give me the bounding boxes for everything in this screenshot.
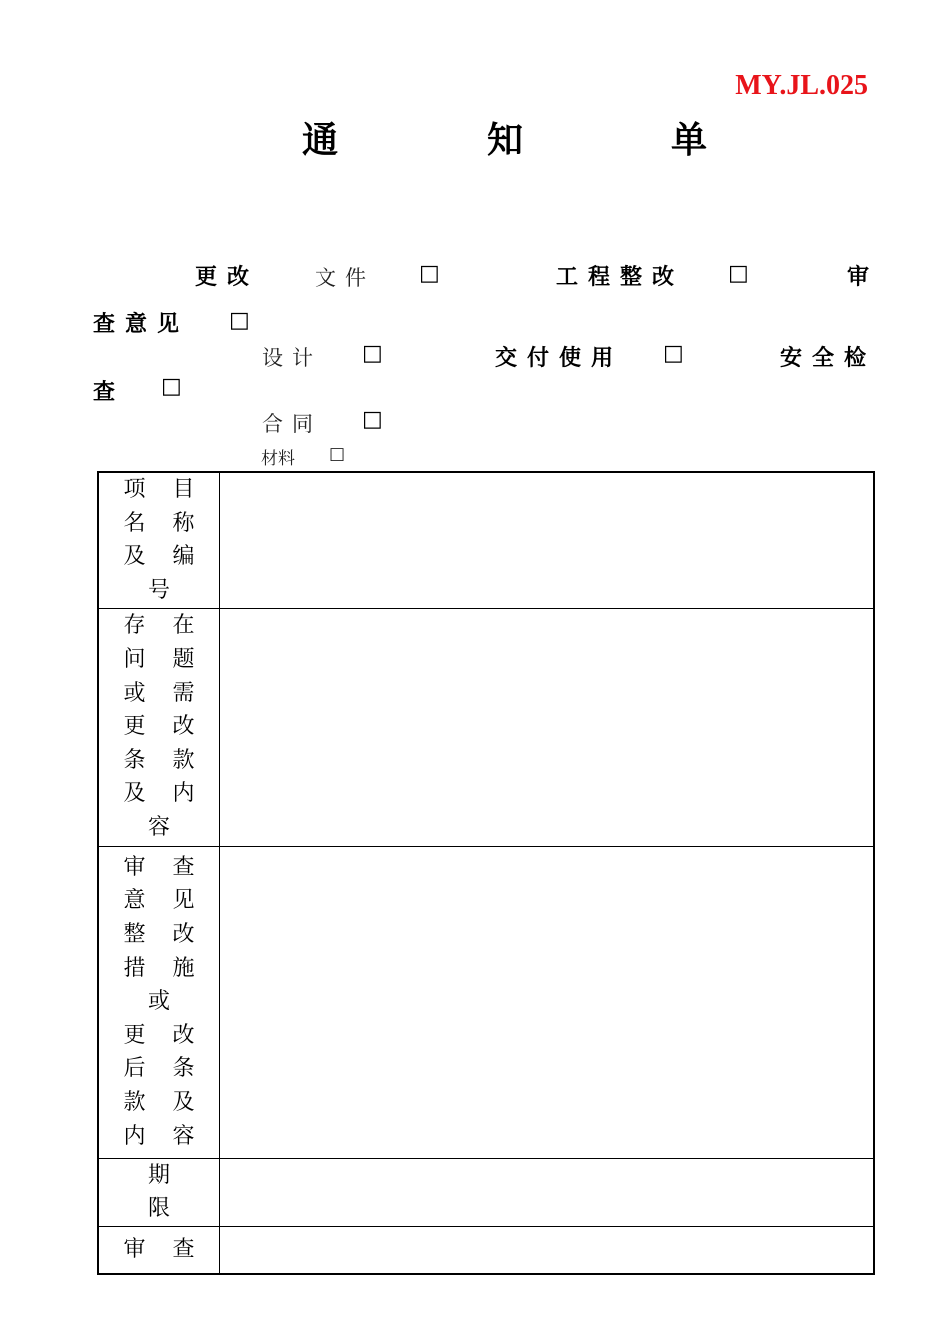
- label-line: 问 题: [123, 647, 205, 673]
- row-label-deadline: [98, 1158, 220, 1226]
- sheji-checkbox[interactable]: □: [362, 341, 383, 366]
- wenjian-label: 文件: [315, 266, 375, 290]
- title-char-1: 通: [302, 119, 339, 161]
- label-line: 条 款: [123, 747, 205, 773]
- table-row-review: [98, 846, 874, 1158]
- cailiao-checkbox[interactable]: □: [329, 444, 346, 464]
- label-line: 项 目: [123, 477, 205, 503]
- table-row-issues: [98, 608, 874, 846]
- label-line: 审 查: [123, 1237, 205, 1263]
- title-char-3: 单: [671, 119, 708, 161]
- notice-form-table: [97, 471, 875, 1275]
- anquan-jiancha-label-part1: 安全检: [780, 346, 877, 371]
- row-label-review-measures: [98, 846, 220, 1158]
- table-row-deadline: [98, 1158, 874, 1226]
- review-measures-field[interactable]: [220, 846, 875, 1158]
- label-line: 存 在: [123, 613, 205, 639]
- label-line: 及 编: [123, 544, 205, 570]
- reviewer-field[interactable]: [220, 1226, 875, 1274]
- label-line: 措 施: [123, 955, 205, 981]
- anquan-jiancha-label-part2: 查: [93, 380, 126, 405]
- label-line: 意 见: [123, 888, 205, 914]
- label-line: 审 查: [123, 854, 205, 880]
- label-line: 及 内: [123, 781, 205, 807]
- label-line: 更 改: [123, 714, 205, 740]
- gongcheng-zhenggai-label: 工程整改: [556, 265, 685, 290]
- jiaofu-shiyong-checkbox[interactable]: □: [663, 341, 684, 366]
- label-line: 号: [147, 577, 180, 603]
- label-line: 限: [147, 1196, 180, 1222]
- table-row-project: [98, 472, 874, 608]
- anquan-jiancha-checkbox[interactable]: □: [161, 374, 182, 399]
- row-label-issues: [98, 608, 220, 846]
- shencha-yijian-label-part2: 查意见: [93, 312, 190, 337]
- table-row-reviewer: [98, 1226, 874, 1274]
- document-code: MY.JL.025: [735, 70, 868, 101]
- label-line: 更 改: [123, 1022, 205, 1048]
- title-char-2: 知: [487, 119, 524, 161]
- label-line: 或 需: [123, 680, 205, 706]
- shencha-yijian-label-part1: 审: [847, 265, 880, 290]
- hetong-label: 合同: [262, 412, 322, 436]
- gongcheng-zhenggai-checkbox[interactable]: □: [728, 261, 749, 286]
- label-line: 整 改: [123, 922, 205, 948]
- project-name-field[interactable]: [220, 472, 875, 608]
- cailiao-label: 材料: [261, 449, 295, 469]
- label-line: 内 容: [123, 1123, 205, 1149]
- hetong-checkbox[interactable]: □: [362, 407, 383, 432]
- label-line: 名 称: [123, 510, 205, 536]
- label-line: 容: [147, 814, 180, 840]
- row-label-project-name: [98, 472, 220, 608]
- sheji-label: 设计: [262, 346, 322, 370]
- label-line: 或: [147, 989, 180, 1015]
- wenjian-checkbox[interactable]: □: [419, 261, 440, 286]
- shencha-yijian-checkbox[interactable]: □: [229, 308, 250, 333]
- row-label-reviewer: [98, 1226, 220, 1274]
- issues-field[interactable]: [220, 608, 875, 846]
- deadline-field[interactable]: [220, 1158, 875, 1226]
- gaigai-prefix-label: 更改: [195, 265, 260, 290]
- jiaofu-shiyong-label: 交付使用: [495, 346, 624, 371]
- label-line: 期: [147, 1162, 180, 1188]
- label-line: 后 条: [123, 1056, 205, 1082]
- label-line: 款 及: [123, 1089, 205, 1115]
